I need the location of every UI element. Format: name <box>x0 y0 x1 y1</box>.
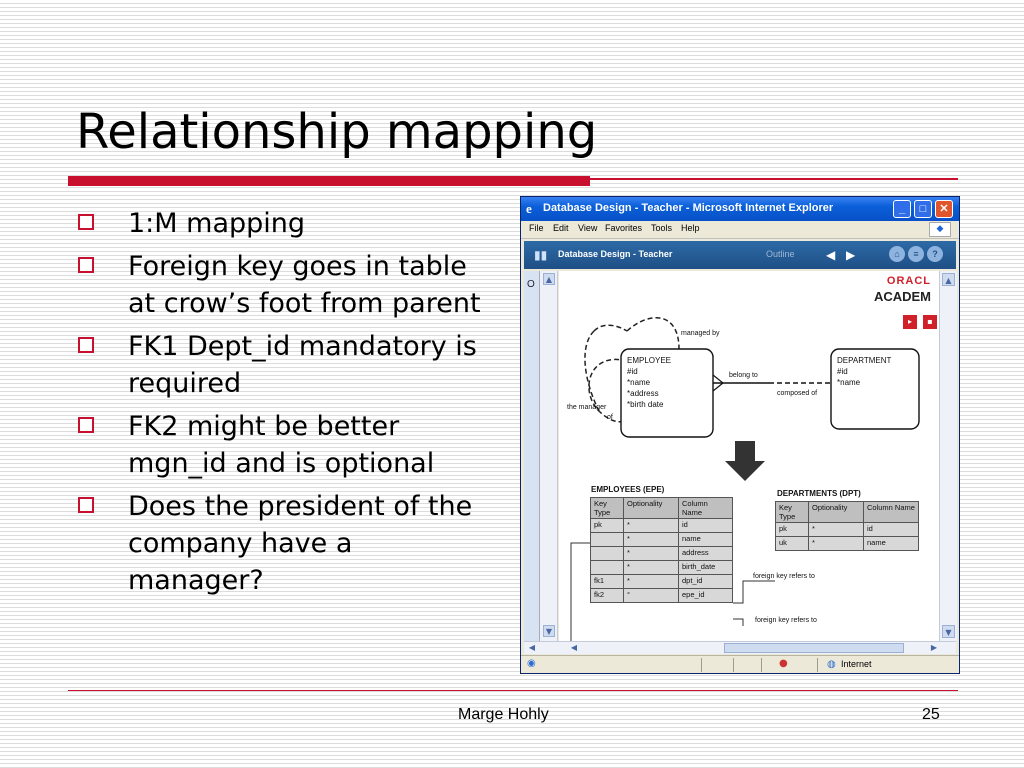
employee-entity-name: EMPLOYEE <box>627 356 672 365</box>
outline-link[interactable]: Outline <box>766 249 795 259</box>
page-number: 25 <box>922 706 940 723</box>
scroll-right-arrow-icon[interactable]: ▶ <box>930 643 938 652</box>
fk-connector-line <box>733 619 743 626</box>
table-cell: id <box>679 519 733 533</box>
title-underline-thick <box>68 176 590 186</box>
bullet-item <box>76 408 496 482</box>
security-icon: ● <box>779 658 788 669</box>
bullet-text: FK1 Dept_id mandatory is required <box>128 331 477 399</box>
table-cell <box>591 533 624 547</box>
prev-arrow-icon[interactable]: ◀ <box>826 248 836 262</box>
status-bar <box>521 655 959 673</box>
oracle-logo: ORACL <box>886 275 931 287</box>
outline-pane-letter: O <box>527 279 535 290</box>
bullet-text: 1:M mapping <box>128 208 306 239</box>
table-cell: * <box>809 537 864 551</box>
next-arrow-icon[interactable]: ▶ <box>846 248 856 262</box>
slide-title: Relationship mapping <box>76 104 598 160</box>
app-title: Database Design - Teacher <box>558 249 673 259</box>
label-managed-by: managed by <box>681 330 720 337</box>
header-cell: Key Type <box>776 502 809 523</box>
label-belong-to: belong to <box>729 372 758 379</box>
bullet-item <box>76 328 496 402</box>
fk-note: foreign key refers to <box>753 573 815 580</box>
table-cell: * <box>624 547 679 561</box>
label-of: of <box>607 414 613 421</box>
bullet-text: Foreign key goes in table at crow’s foot from parent <box>128 251 481 319</box>
menu-file[interactable]: File <box>529 223 544 233</box>
square-bullet-icon <box>78 497 94 513</box>
status-divider <box>761 658 762 672</box>
table-cell: id <box>864 523 919 537</box>
maximize-button[interactable]: □ <box>914 200 932 218</box>
globe-icon: ◍ <box>827 659 836 670</box>
scroll-thumb[interactable] <box>724 643 904 653</box>
header-cell: Column Name <box>679 498 733 519</box>
bullet-item <box>76 205 496 242</box>
table-cell: ° <box>624 589 679 603</box>
table-cell: fk2 <box>591 589 624 603</box>
footer-author: Marge Hohly <box>458 706 549 723</box>
scroll-up-arrow-icon[interactable]: ▲ <box>543 273 555 285</box>
bullet-list <box>76 205 496 605</box>
table-cell: address <box>679 547 733 561</box>
employee-attr: *address <box>627 389 659 398</box>
table-cell: pk <box>591 519 624 533</box>
help-icon[interactable]: ? <box>927 246 943 262</box>
table-cell: * <box>624 575 679 589</box>
academy-logo: ACADEM <box>873 289 931 304</box>
menu-favorites[interactable]: Favorites <box>605 223 643 233</box>
outline-pane <box>524 271 540 641</box>
label-composed-of: composed of <box>777 390 818 397</box>
horizontal-scrollbar[interactable] <box>524 641 956 654</box>
header-cell: Optionality <box>809 502 864 523</box>
menu-help[interactable]: Help <box>681 223 700 233</box>
bullet-item <box>76 488 496 599</box>
department-entity-name: DEPARTMENT <box>837 356 892 365</box>
square-bullet-icon <box>78 337 94 353</box>
fk-connector-line <box>571 543 590 641</box>
square-bullet-icon <box>78 417 94 433</box>
square-bullet-icon <box>78 214 94 230</box>
table-row <box>591 561 733 575</box>
employee-attr: #id <box>627 367 638 376</box>
security-zone-label: Internet <box>841 659 872 669</box>
table-cell: uk <box>776 537 809 551</box>
footer-divider <box>68 690 958 691</box>
table-cell: name <box>679 533 733 547</box>
recursive-relationship-line-top <box>627 318 679 349</box>
table-cell: fk1 <box>591 575 624 589</box>
menu-bar <box>521 221 959 239</box>
department-attr: #id <box>837 367 848 376</box>
square-bullet-icon <box>78 257 94 273</box>
scroll-left-arrow-icon[interactable]: ◀ <box>528 643 536 652</box>
table-cell: birth_date <box>679 561 733 575</box>
table-cell <box>591 547 624 561</box>
table-cell <box>591 561 624 575</box>
scroll-up-arrow-icon[interactable]: ▲ <box>942 273 955 286</box>
label-the-manager: the manager <box>567 404 607 411</box>
table-row <box>591 589 733 603</box>
table-cell: * <box>809 523 864 537</box>
browser-window <box>520 196 960 674</box>
employees-table <box>590 497 733 603</box>
header-cell: Key Type <box>591 498 624 519</box>
bullet-text: FK2 might be better mgn_id and is optional <box>128 411 435 479</box>
fk-note: foreign key refers to <box>755 617 817 624</box>
title-underline-thin <box>590 178 958 180</box>
table-cell: * <box>624 519 679 533</box>
status-divider <box>701 658 702 672</box>
header-cell: Optionality <box>624 498 679 519</box>
header-cell: Column Name <box>864 502 919 523</box>
down-arrow-icon <box>725 441 765 481</box>
table-row <box>591 533 733 547</box>
red-toolbar-button[interactable]: ▸ <box>903 315 917 329</box>
slide-content-area <box>559 271 939 641</box>
outline-scrollbar[interactable] <box>540 271 558 641</box>
status-divider <box>817 658 818 672</box>
employees-table-title: EMPLOYEES (EPE) <box>591 485 665 494</box>
scroll-down-arrow-icon[interactable]: ▼ <box>942 625 955 638</box>
page-done-icon: ◉ <box>527 658 536 669</box>
departments-table <box>775 501 919 551</box>
app-toolbar <box>524 241 956 269</box>
table-row <box>776 523 919 537</box>
departments-table-title: DEPARTMENTS (DPT) <box>777 489 861 498</box>
table-row <box>591 547 733 561</box>
minimize-button[interactable]: _ <box>893 200 911 218</box>
table-cell: * <box>624 533 679 547</box>
recursive-relationship-line-left <box>594 325 627 331</box>
table-row <box>591 575 733 589</box>
table-cell: * <box>624 561 679 575</box>
menu-view[interactable]: View <box>578 223 598 233</box>
close-button[interactable]: ✕ <box>935 200 953 218</box>
home-icon[interactable]: ⌂ <box>889 246 905 262</box>
bullet-text: Does the president of the company have a manager? <box>128 491 473 596</box>
red-toolbar-button[interactable]: ▪ <box>923 315 937 329</box>
scroll-left-arrow-icon[interactable]: ◀ <box>570 643 578 652</box>
table-row <box>591 519 733 533</box>
ie-icon: e <box>526 201 532 216</box>
table-cell: epe_id <box>679 589 733 603</box>
table-header-row <box>591 498 733 519</box>
table-cell: dpt_id <box>679 575 733 589</box>
table-header-row <box>776 502 919 523</box>
windows-logo-icon: ◆ <box>929 222 951 237</box>
window-title: Database Design - Teacher - Microsoft Internet Explorer <box>543 202 834 214</box>
menu-icon[interactable]: ≡ <box>908 246 924 262</box>
menu-edit[interactable]: Edit <box>553 223 569 233</box>
table-cell: name <box>864 537 919 551</box>
content-scrollbar[interactable] <box>939 271 957 641</box>
department-attr: *name <box>837 378 861 387</box>
employee-attr: *name <box>627 378 651 387</box>
bullet-item <box>76 248 496 322</box>
table-row <box>776 537 919 551</box>
menu-tools[interactable]: Tools <box>651 223 673 233</box>
table-cell: pk <box>776 523 809 537</box>
scroll-down-arrow-icon[interactable]: ▼ <box>543 625 555 637</box>
fk-connector-line <box>733 581 775 603</box>
browser-titlebar[interactable] <box>521 197 959 221</box>
employee-attr: *birth date <box>627 400 664 409</box>
book-icon: ▮▮ <box>534 248 548 262</box>
status-divider <box>733 658 734 672</box>
